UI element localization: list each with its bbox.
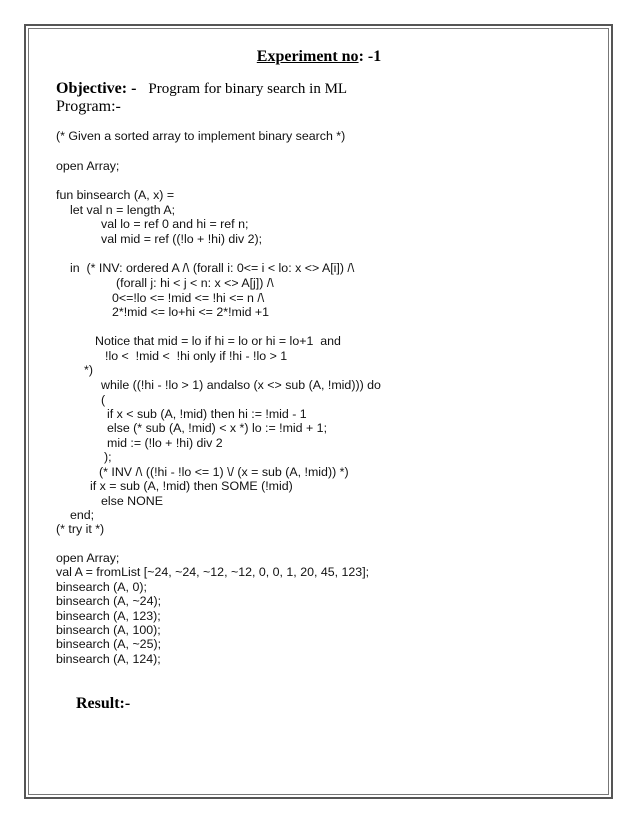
result-label: Result:- <box>76 695 131 712</box>
code-line: binsearch (A, 0); <box>56 580 147 594</box>
code-line: val mid = ref ((!lo + !hi) div 2); <box>101 232 263 246</box>
code-line: binsearch (A, 124); <box>56 652 161 666</box>
code-line: 2*!mid <= lo+hi <= 2*!mid +1 <box>112 305 270 319</box>
code-line: binsearch (A, 123); <box>56 609 161 623</box>
code-line: (* INV /\ ((!hi - !lo <= 1) \/ (x = sub (A, !mid)) *) <box>99 465 349 479</box>
code-line: binsearch (A, ~25); <box>56 637 162 651</box>
code-line: (* try it *) <box>56 522 105 536</box>
code-line: binsearch (A, ~24); <box>56 594 162 608</box>
experiment-title-label: Experiment no <box>256 48 359 65</box>
objective-text: Program for binary search in ML <box>148 81 348 97</box>
code-line: binsearch (A, 100); <box>56 623 161 637</box>
code-line: open Array; <box>56 551 120 565</box>
code-line: (* Given a sorted array to implement binary search *) <box>56 129 346 143</box>
code-line: 0<=!lo <= !mid <= !hi <= n /\ <box>112 291 265 305</box>
objective-label: Objective: - <box>56 80 137 97</box>
code-line: while ((!hi - !lo > 1) andalso (x <> sub (A, !mid))) do <box>101 378 381 392</box>
code-line: if x < sub (A, !mid) then hi := !mid - 1 <box>107 407 307 421</box>
code-line: (forall j: hi < j < n: x <> A[j]) /\ <box>116 276 274 290</box>
program-label: Program:- <box>56 98 121 115</box>
objective-line <box>56 80 347 98</box>
code-line: in (* INV: ordered A /\ (forall i: 0<= i < lo: x <> A[i]) /\ <box>70 261 355 275</box>
code-line: val lo = ref 0 and hi = ref n; <box>101 217 249 231</box>
code-line: end; <box>70 508 95 522</box>
code-line: *) <box>84 363 93 377</box>
code-line: val A = fromList [~24, ~24, ~12, ~12, 0, 0, 1, 20, 45, 123]; <box>56 565 370 579</box>
code-line: else NONE <box>101 494 163 508</box>
code-line: !lo < !mid < !hi only if !hi - !lo > 1 <box>105 349 288 363</box>
code-line: mid := (!lo + !hi) div 2 <box>107 436 223 450</box>
code-line: Notice that mid = lo if hi = lo or hi = lo+1 and <box>95 334 341 348</box>
code-line: fun binsearch (A, x) = <box>56 188 175 202</box>
experiment-title <box>0 48 638 66</box>
code-line: else (* sub (A, !mid) < x *) lo := !mid + 1; <box>107 421 328 435</box>
code-line: if x = sub (A, !mid) then SOME (!mid) <box>90 479 293 493</box>
code-line: open Array; <box>56 159 120 173</box>
experiment-number: : -1 <box>358 48 382 65</box>
code-line: ( <box>101 393 106 407</box>
code-line: ); <box>104 450 112 464</box>
code-line: let val n = length A; <box>70 203 176 217</box>
